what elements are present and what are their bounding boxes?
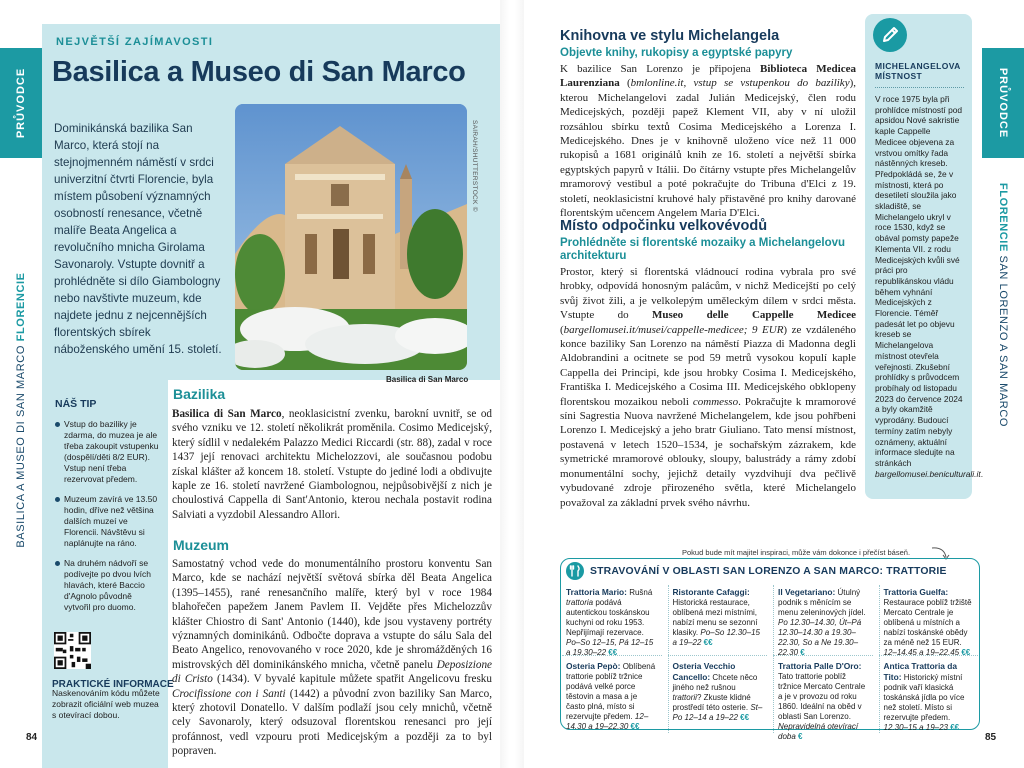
running-head-right: FLORENCIE SAN LORENZO A SAN MARCO <box>997 182 1009 428</box>
section-title-knihovna: Knihovna ve stylu Michelangela <box>560 28 780 44</box>
qr-code-icon[interactable] <box>54 632 91 669</box>
list-item: Il Vegetariano: Útulný podnik s měnícím se menu zeleninových jídel. Po 12.30–14.30, Út–Pá 12.30–14.30 a 19.30–22.30, So a Ne 19.30–22.30 € <box>773 585 873 655</box>
list-item: Trattoria Guelfa: Restaurace poblíž tržiště Mercato Centrale je oblíbená u místních a nabízí toskánské obědy za méně než 15 EUR. 12–14.45 a 19–22.45 €€ <box>879 585 979 655</box>
page-number-left: 84 <box>26 732 38 743</box>
section-title-muzeum: Muzeum <box>173 537 229 553</box>
photo-caption: Basilica di San Marco <box>386 375 469 384</box>
basilica-photo <box>235 104 467 370</box>
intro-text: Dominikánská bazilika San Marco, která stojí na stejnojmenném náměstí v srdci univerzitní čtvrti Florencie, byla místem působení významných osobností renesance, včetně malíře Beata Angelica a revolučního mnicha Girolama Savonaroly. Vstupte dovnitř a prohlédněte si dílo Giambologny nebo navštivte muzeum, kde najdete jednu z nejcennějších florentských sbírek náboženského umění 15. století. <box>54 122 222 356</box>
trattorie-header: STRAVOVÁNÍ V OBLASTI SAN LORENZO A SAN MARCO: TRATTORIE <box>566 562 947 580</box>
photo-credit: SAIRAH/SHUTTERSTOCK © <box>471 120 478 212</box>
gutter <box>500 0 524 768</box>
sidebar-title: MICHELANGELOVA MÍSTNOST <box>875 61 961 81</box>
section-body-bazilika: Basilica di San Marco, neoklasicistní zvenku, barokní uvnitř, se od svého vzniku ve 12. století několikrát proměnila. Cosimo Medicejský, který sídlil v nedalekém Palazzo Medici Riccardi (str. 88), zadal v roce 1437 její renovaci architektu Michelozzovi, ale současnou podobu získal klášter až koncem 18. století. Vstupte do jediné lodi a obdivujte kaple ze 16. století navržené Giambolognou, nejpůsobivější z nich je choulostivá Cappella di Sant'Antonio, kterou nechala postavit rodina Salviati a vyzdobil Alessandro Allori. <box>172 408 493 521</box>
tip-title: NÁŠ TIP <box>55 398 97 410</box>
qr-title: PRAKTICKÉ INFORMACE <box>52 679 174 690</box>
tip-item: Muzeum zavírá ve 13.50 hodin, dříve než většina dalších muzeí ve Florencii. Návštěvu si naplánujte na ráno. <box>55 494 160 549</box>
running-head-left: BASILICA A MUSEO DI SAN MARCO FLORENCIE <box>15 272 27 548</box>
section-body-mista: Prostor, který si florentská vládnoucí rodina vybrala pro své hrobky, odpovídá honosným palácům, v nichž Medicejští po celý svůj život žili, a je velkolepým uměleckým dílem v srdci města. Vstupte do Museo delle Cappelle Medicee (bargellomusei.it/musei/cappelle-medicee; 9 EUR) ze vzdáleného konce baziliky San Lorenzo na náměstí Piazza di Madonna degli Aldobrandini a ocitnete se pod 59 metrů vysokou kopulí kaple Cappella dei Principi, kde jsou hrobky Cosima I. Medicejského, Františka I. Medicejského a Cosima III. Medicejského obklopeny florentskou mozaikou neboli commesso. Pokračujte k mramorové síni Sagrestia Nuova navržené Michelangelem, kde jsou pohřbeni Lorenzo I. Medicejský a jeho bratr Giuliano. Tato mensí místnost, postavená v letech 1520–1534, je sochařským zázrakem, kde symetrické mramorové oblouky, sloupy, balustrády a rámy zdobí monumentální sochy, jejichž detaily vyzdvihují dva pečlivě vybudované zdroje přirozeného světla, které Michelangelo považoval za základní prvek svého návrhu. <box>560 266 857 509</box>
section-body-muzeum: Samostatný vchod vede do monumentálního prostoru konventu San Marco, kde se nachází největší světová sbírka děl Beata Angelica (1395–1455), rané renesančního malíře, který byl v roce 1984 blahořečen papežem Janem Pavlem II. Vejděte přes Michelozzův klášter Chiostro di Sant' Antonio (1440), kde jsou vystaveny portréty významných dominikánů. Odbočte doprava a vstupte do sálu Sala del Beato Angelico, renovovaného v roce 2020, kde je shromážděných 16 mistrovských děl dominikánského mnicha, včetně panelu Deposizione di Cristo (1434). V byvalé kapitule můžete spatřit Angelicovu fresku Crocifissione con i Santi (1442) a původní zvon baziliky San Marco, který zhotovil Donatello. V dalším podlaží jsou cely mnichů, včetně cely Savonaroly, který odsuzoval florentskou renesanci pro její profánnost, vedl vzpouru proti Medicejským a později za to byl popraven. <box>172 558 492 758</box>
list-item: Ristorante Cafaggi: Historická restaurace, oblíbená mezi místními, nabízí menu se sezonní klasiky. Po–So 12.30–15 a 19–22 €€ <box>668 585 768 655</box>
left-side-bar <box>0 0 42 768</box>
list-item: Antica Trattoria da Tito: Historický místní podnik vaří klasická toskánská jídla po více než století. Místo si rezervujte předem. 12.30–15 a 19–23 €€ <box>879 655 979 733</box>
sidebar-text: V roce 1975 byla při prohlídce místností pod apsidou Nové sakristie kaple Cappelle Medicee objevena za vrstvou omítky řada nástěnných kreseb. Předpokládá se, že v místnosti, která po desetiletí sloužila jako skladiště, se Michelangelo ukryl v roce 1530, když se obával pomsty papeže Klementa VII. z rodu Medicejských kvůli své práci pro republikánskou vládu během vyhnání Medicejských z Florencie. Téměř padesát let po objevu kreseb se Michelangelova místnost otevřela veřejnosti. Zkušební prohlídky s průvodcem probíhaly od listopadu 2023 do července 2024 a byly okamžitě vyprodány. Budoucí termíny zatím nebyly oznámeny, aktuální informace sledujte na stránkách bargellomusei.beniculturali.it. <box>875 94 984 479</box>
list-item: Osteria Pepò: Oblíbená trattorie poblíž tržnice podává velké porce těstovin a masa a je často plná, místo si rezervujte předem. 12–14.30 a 19–22.30 €€ <box>562 655 662 733</box>
list-item: Trattoria Mario: Rušná trattoria podává autentickou toskánskou kuchyni od roku 1953. Nepřijímají rezervace. Po–So 12–15, Pá 12–15 a 19.30–22 €€ <box>566 587 654 657</box>
section-subtitle-mista: Prohlédněte si florentské mozaiky a Michelangelovu architekturu <box>560 237 846 262</box>
tagline: Pokud bude mít majitel inspiraci, může vám dokonce i přečíst báseň. <box>682 548 911 557</box>
tip-item: Na druhém nádvoří se podívejte po dvou lvích hlavách, které Baccio d'Agnolo původně vytvořil pro duomo. <box>55 558 160 613</box>
right-side-bar <box>982 0 1024 768</box>
list-item: Trattoria Palle D'Oro: Tato trattorie poblíž tržnice Mercato Centrale a je v provozu od roku 1860. Ideální na oběd v oblasti San Lorenzo. Nepravidelná otevírací doba € <box>773 655 873 733</box>
side-tab-left[interactable]: PRŮVODCE <box>0 48 42 158</box>
section-subtitle-knihovna: Objevte knihy, rukopisy a egyptské papyry <box>560 47 793 59</box>
list-item: Osteria Vecchio Cancello: Chcete něco jiného než rušnou trattorii? Zkuste klidné prostředí této osterie. St–Po 12–14 a 19–22 €€ <box>668 655 768 733</box>
section-title-mista: Místo odpočinku velkovévodů <box>560 218 768 234</box>
qr-text: Naskenováním kódu můžete zobrazit oficiální web muzea s otevírací dobou. <box>52 688 160 720</box>
kicker: NEJVĚTŠÍ ZAJÍMAVOSTI <box>56 36 214 48</box>
pencil-icon <box>873 18 907 52</box>
trattorie-grid <box>562 585 978 741</box>
tip-item: Vstup do baziliky je zdarma, do muzea je ale třeba zakoupit vstupenku (dospělí/děti 8/2 EUR). Vstup není třeba rezervovat předem. <box>55 419 160 485</box>
fork-knife-icon <box>566 562 584 580</box>
section-title-bazilika: Bazilika <box>173 386 226 402</box>
page-title: Basilica a Museo di San Marco <box>52 56 466 88</box>
sidebar-divider <box>875 87 964 88</box>
page-number-right: 85 <box>985 732 997 743</box>
section-body-knihovna: K bazilice San Lorenzo je připojena Biblioteca Medicea Laurenziana (bmlonline.it, vstup se vstupenkou do baziliky), kterou Michelangelovi zadal Julián Medicejský, člen rodu Medicejských, později papež Klement VII, aby v ní uložil rozsáhlou sbírku textů Cosima Medicejského a Lorenza I. Medicejského. Dnes je v knihovně uloženo více než 11 000 rukopisů a 1681 originálů knih ze 16. století a největší sbírka egyptských papyrů v Itálii. Do čítárny vstupte přes Michelangelův mramorový vestibul a poté pokračujte do Tribuna d'Elci z 19. století, neoklasicistní kruhové haly přistavěné pro knihy darované florentským učencem Angelem Maria D'Elci. <box>560 63 856 220</box>
sidebar-box <box>865 14 984 499</box>
side-tab-right[interactable]: PRŮVODCE <box>982 48 1024 158</box>
